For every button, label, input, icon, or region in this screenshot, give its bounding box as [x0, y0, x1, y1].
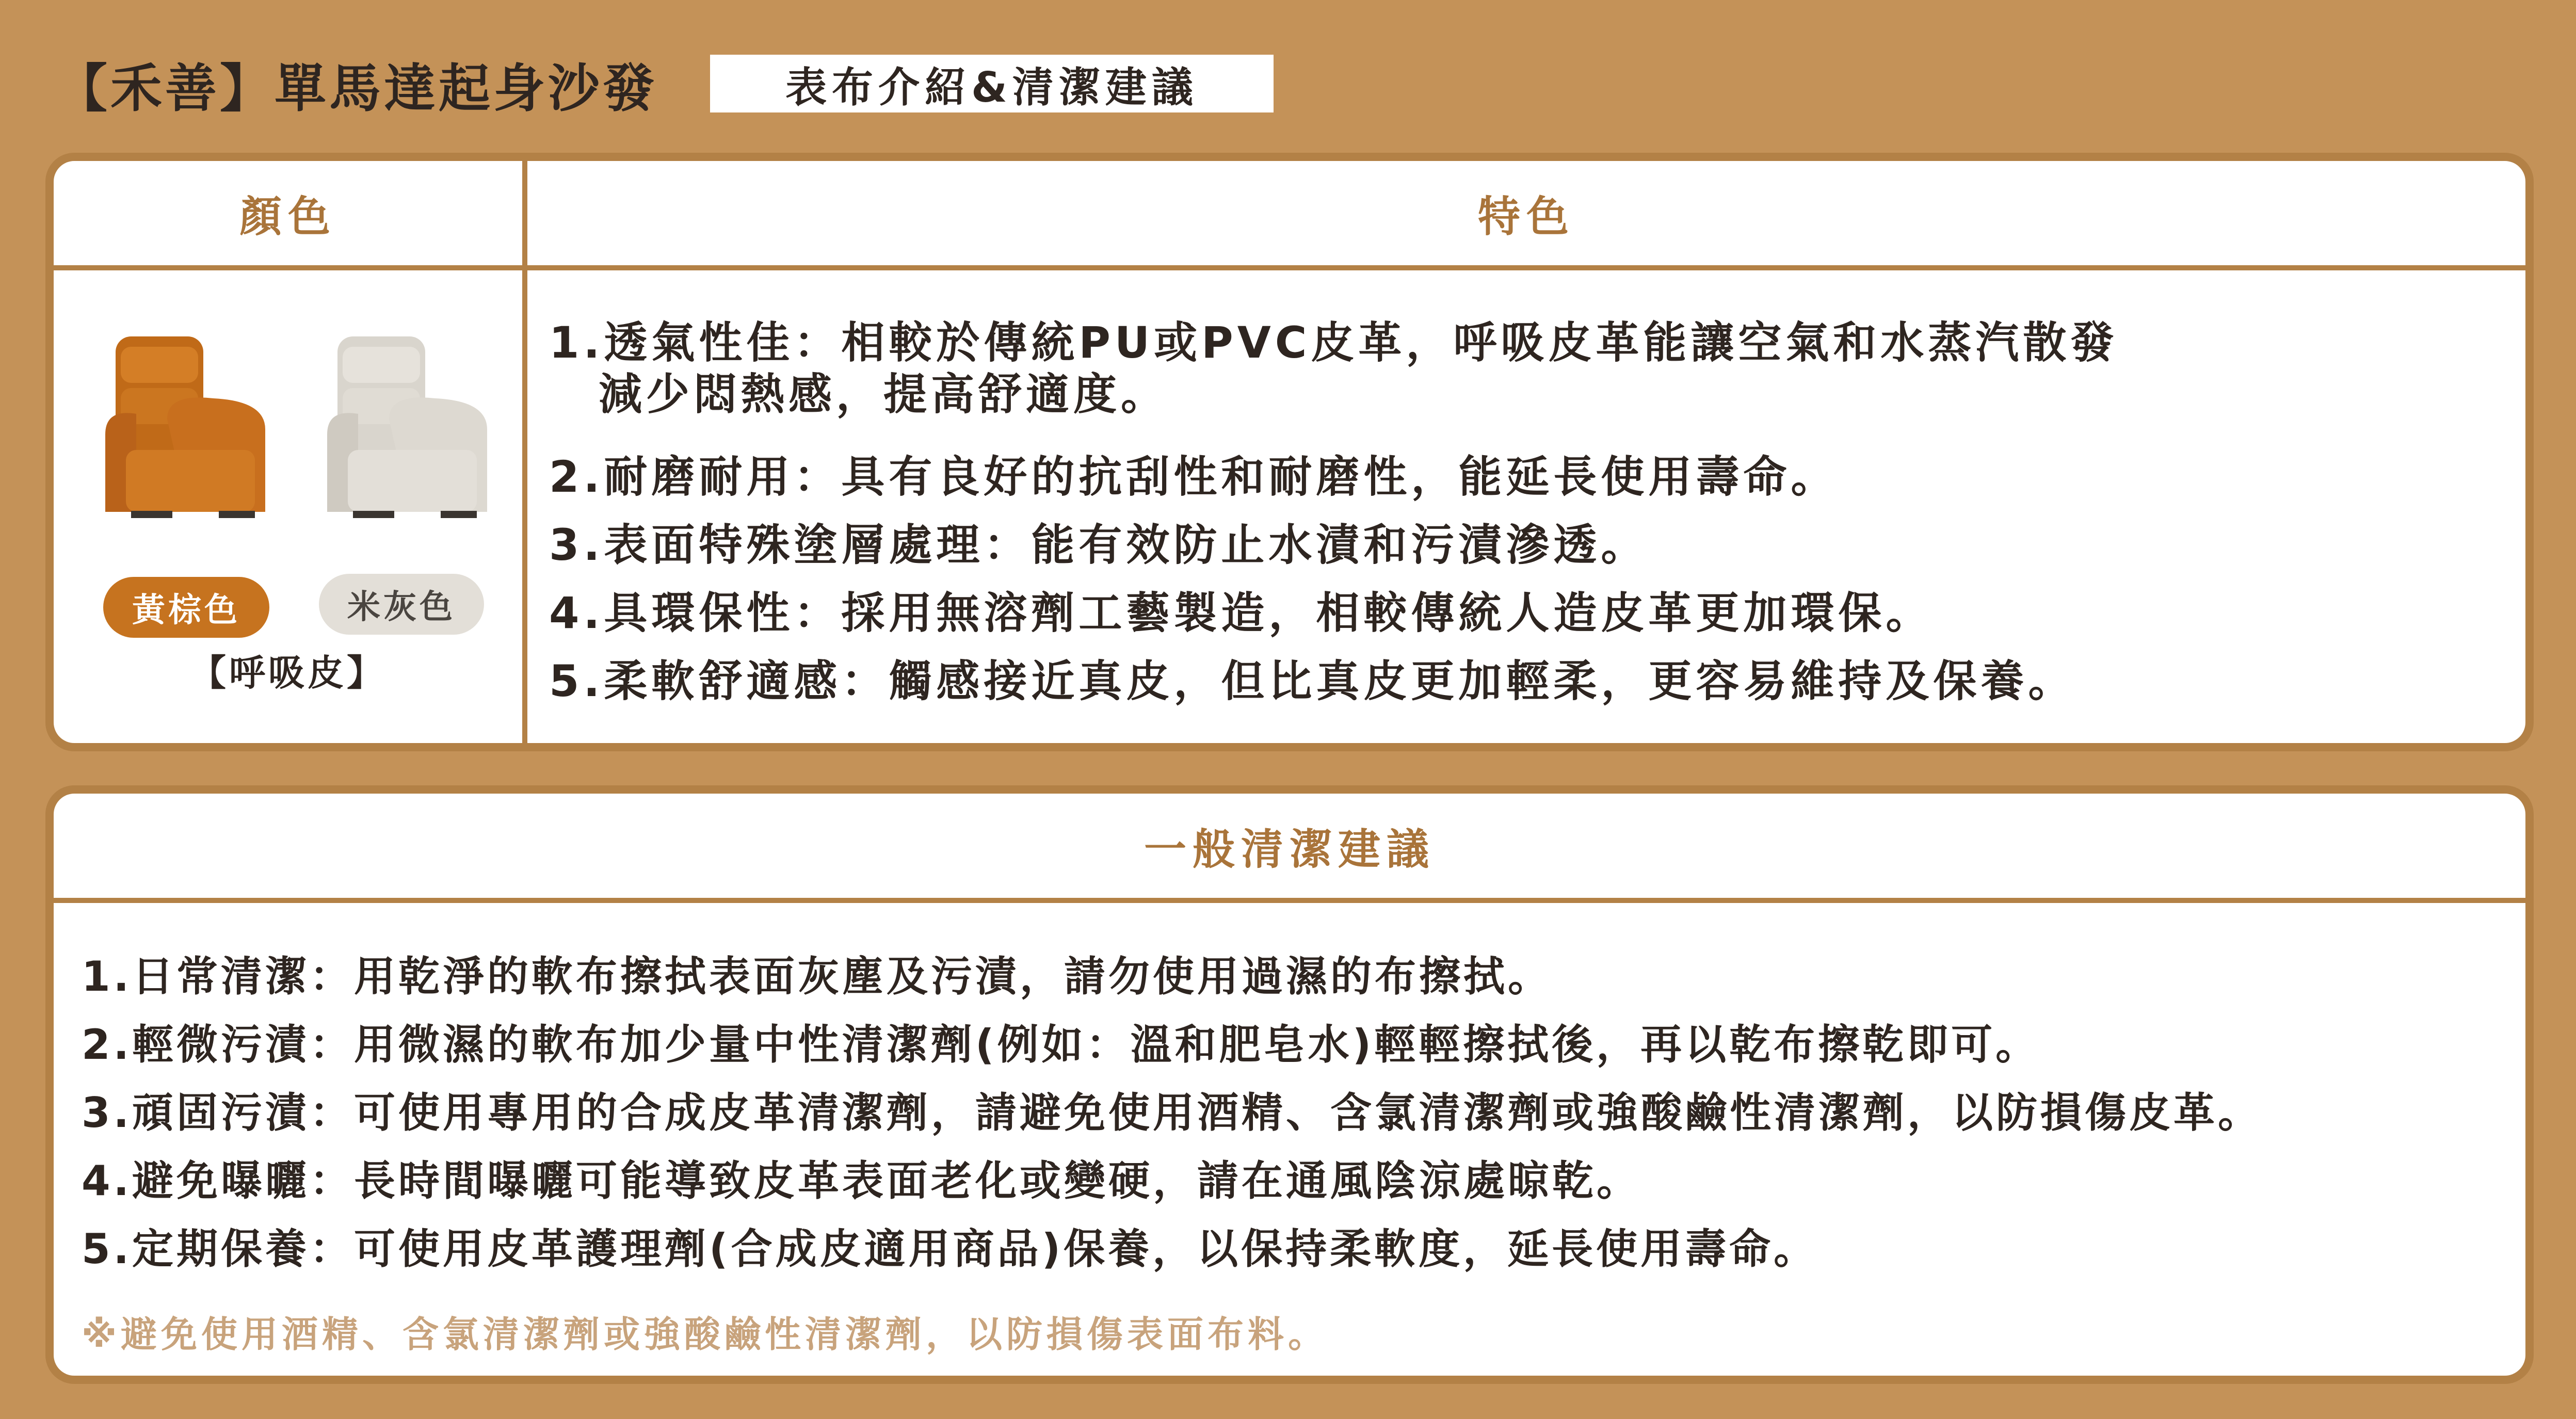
- cleaning-item-5: 5.定期保養：可使用皮革護理劑(合成皮適用商品)保養，以保持柔軟度，延長使用壽命。: [82, 1225, 1818, 1273]
- feature-item-4: 4.具環保性：採用無溶劑工藝製造，相較傳統人造皮革更加環保。: [549, 588, 1934, 638]
- chair-grey-image: [317, 316, 503, 522]
- swatch-brown-label: 黃棕色: [103, 577, 269, 638]
- feature-column-header: 特色: [1477, 192, 1575, 241]
- cleaning-item-3: 3.頑固污漬：可使用專用的合成皮革清潔劑，請避免使用酒精、含氯清潔劑或強酸鹼性清潔劑，以防損傷皮革。: [82, 1089, 2263, 1137]
- title-tag: 表布介紹&清潔建議: [710, 55, 1274, 112]
- material-label: 【呼吸皮】: [190, 652, 386, 694]
- feature-item-5: 5.柔軟舒適感：觸感接近真皮，但比真皮更加輕柔，更容易維持及保養。: [549, 656, 2076, 706]
- table-header-row: [54, 161, 2525, 270]
- cleaning-item-2: 2.輕微污漬：用微濕的軟布加少量中性清潔劑(例如：溫和肥皂水)輕輕擦拭後，再以乾布擦乾即可。: [82, 1021, 2040, 1069]
- chair-brown-image: [95, 316, 281, 522]
- page-title: 【禾善】單馬達起身沙發: [56, 58, 657, 119]
- fabric-table-panel: [45, 153, 2534, 751]
- page-header: [56, 45, 1198, 123]
- cleaning-title: 一般清潔建議: [54, 794, 2525, 903]
- column-divider: [522, 161, 527, 743]
- cleaning-panel: [45, 785, 2534, 1384]
- feature-item-1: [549, 317, 2118, 420]
- feature-item-2: 2.耐磨耐用：具有良好的抗刮性和耐磨性，能延長使用壽命。: [549, 452, 1839, 502]
- swatch-grey-label: 米灰色: [319, 574, 484, 635]
- feature-item-1-line2: 減少悶熱感，提高舒適度。: [599, 369, 1169, 420]
- cleaning-item-1: 1.日常清潔：用乾淨的軟布擦拭表面灰塵及污漬，請勿使用過濕的布擦拭。: [82, 953, 1553, 1001]
- feature-item-1-line1: 1.透氣性佳：相較於傳統PU或PVC皮革，呼吸皮革能讓空氣和水蒸汽散發: [549, 317, 2118, 368]
- cleaning-item-4: 4.避免曝曬：長時間曝曬可能導致皮革表面老化或變硬，請在通風陰涼處晾乾。: [82, 1157, 1641, 1205]
- cleaning-note: ※避免使用酒精、含氯清潔劑或強酸鹼性清潔劑，以防損傷表面布料。: [82, 1313, 1329, 1356]
- color-column-header: 顏色: [239, 192, 336, 241]
- feature-item-3: 3.表面特殊塗層處理：能有效防止水漬和污漬滲透。: [549, 520, 1649, 570]
